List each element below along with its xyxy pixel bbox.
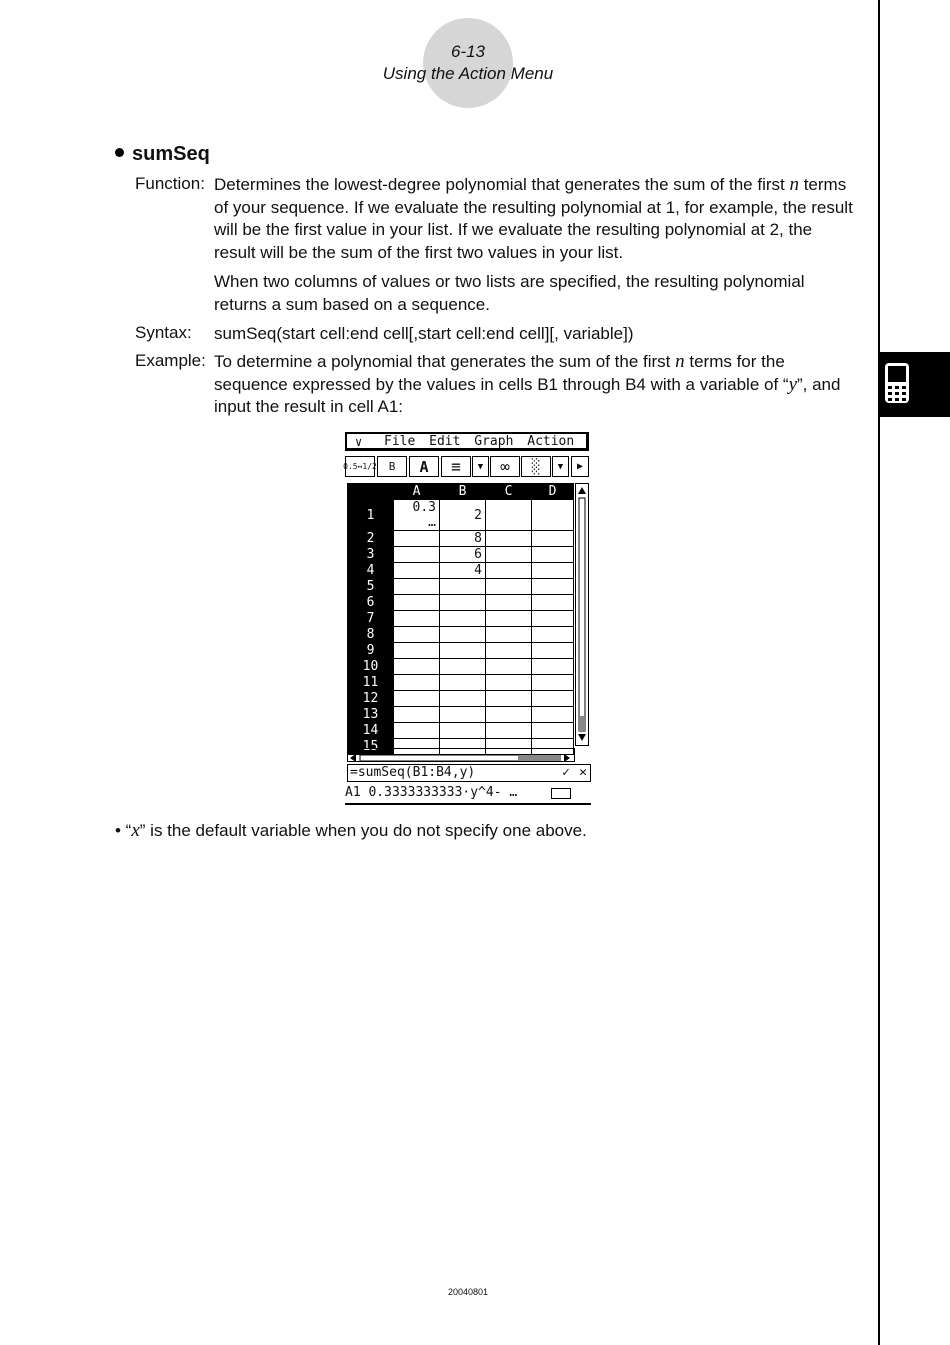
row-header[interactable]: 10 (348, 659, 394, 675)
calculator-icon (884, 362, 910, 404)
menu-chevron-icon[interactable]: ∨ (355, 435, 363, 449)
cell-b[interactable] (440, 579, 486, 595)
column-header-d[interactable]: D (532, 484, 574, 500)
function-description: Determines the lowest-degree polynomial that generates the sum of the first n terms of your sequence. If we evaluate the resulting polynomial at 1, for example, the result will be the first value in your list. If we evaluate the resulting polynomial at 2, the result will be the sum of the first two values in your list. (214, 174, 853, 262)
row-header[interactable]: 8 (348, 627, 394, 643)
spreadsheet-grid (347, 483, 574, 755)
cell-d[interactable] (532, 500, 574, 531)
cell-c[interactable] (486, 531, 532, 547)
battery-icon (551, 788, 571, 799)
header-circle (423, 18, 513, 108)
column-header-a[interactable]: A (394, 484, 440, 500)
table-row (348, 531, 574, 547)
cell-d[interactable] (532, 531, 574, 547)
cell-d[interactable] (532, 595, 574, 611)
cell-c[interactable] (486, 611, 532, 627)
menu-graph[interactable]: Graph (474, 434, 514, 449)
table-row (348, 643, 574, 659)
menu-edit[interactable]: Edit (429, 434, 461, 449)
cell-d[interactable] (532, 691, 574, 707)
row-header[interactable]: 4 (348, 563, 394, 579)
cell-b[interactable] (440, 659, 486, 675)
vertical-scroll-arrows-icon (576, 484, 588, 745)
page-number: 6-13 (450, 42, 486, 61)
cell-b[interactable] (440, 691, 486, 707)
section-title: sumSeq (132, 143, 210, 165)
cell-c[interactable] (486, 579, 532, 595)
table-row (348, 579, 574, 595)
footer-code: 20040801 (447, 1287, 489, 1297)
cell-b[interactable] (440, 595, 486, 611)
horizontal-scroll-arrows-icon (348, 752, 574, 764)
confirm-check-icon[interactable]: ✓ (562, 765, 570, 780)
example-label: Example: (135, 351, 206, 370)
row-header[interactable]: 2 (348, 531, 394, 547)
cell-d[interactable] (532, 627, 574, 643)
cell-a[interactable]: 0.3 … (394, 500, 440, 531)
row-header[interactable]: 3 (348, 547, 394, 563)
view-glasses-icon[interactable]: ∞ (490, 456, 520, 477)
cell-c[interactable] (486, 547, 532, 563)
cell-b[interactable] (440, 643, 486, 659)
cell-a[interactable] (394, 691, 440, 707)
table-row (348, 723, 574, 739)
cell-a[interactable] (394, 531, 440, 547)
menu-bar (345, 432, 589, 451)
list-align-icon[interactable]: ≡ (441, 456, 471, 477)
cell-c[interactable] (486, 659, 532, 675)
row-header[interactable]: 9 (348, 643, 394, 659)
section-heading (115, 143, 210, 166)
cell-a[interactable] (394, 563, 440, 579)
chapter-title: Using the Action Menu (382, 64, 554, 83)
align-dropdown-icon[interactable]: ▼ (472, 456, 489, 477)
cell-c[interactable] (486, 707, 532, 723)
cell-d[interactable] (532, 579, 574, 595)
cell-b[interactable] (440, 723, 486, 739)
cell-c[interactable] (486, 595, 532, 611)
row-header[interactable]: 5 (348, 579, 394, 595)
cell-a[interactable] (394, 547, 440, 563)
cell-d[interactable] (532, 675, 574, 691)
example-text: To determine a polynomial that generates the sum of the first n terms for the sequence expressed by the values in cells B1 through B4 with a variable of “y”, and input the result in cell A1: (214, 351, 841, 416)
cell-a[interactable] (394, 579, 440, 595)
menu-file[interactable]: File (384, 434, 416, 449)
cell-ref-button[interactable]: B (377, 456, 407, 477)
table-row (348, 707, 574, 723)
column-header-c[interactable]: C (486, 484, 532, 500)
side-rule (878, 0, 880, 1345)
cell-c[interactable] (486, 723, 532, 739)
cell-a[interactable] (394, 611, 440, 627)
table-row (348, 500, 574, 531)
cell-a[interactable] (394, 643, 440, 659)
cell-a[interactable] (394, 659, 440, 675)
cell-d[interactable] (532, 659, 574, 675)
cell-b[interactable] (440, 707, 486, 723)
formula-text: =sumSeq(B1:B4,y) (350, 765, 476, 780)
corner-cell (348, 484, 394, 500)
table-row (348, 691, 574, 707)
cell-a[interactable] (394, 595, 440, 611)
status-bar (345, 785, 591, 805)
cell-d[interactable] (532, 643, 574, 659)
cell-a[interactable] (394, 707, 440, 723)
table-row (348, 659, 574, 675)
toolbar-more-icon[interactable]: ▶ (571, 456, 589, 477)
table-row (348, 595, 574, 611)
row-header[interactable]: 11 (348, 675, 394, 691)
calculator-screenshot (345, 432, 593, 804)
chart-icon[interactable]: ░ (521, 456, 551, 477)
cell-b[interactable]: 4 (440, 563, 486, 579)
cell-b[interactable]: 6 (440, 547, 486, 563)
row-header[interactable]: 1 (348, 500, 394, 531)
horizontal-scrollbar[interactable] (347, 748, 575, 762)
cell-a[interactable] (394, 675, 440, 691)
vertical-scrollbar[interactable] (575, 483, 589, 746)
function-description-2: When two columns of values or two lists are specified, the resulting polynomial returns a sum based on a sequence. (214, 272, 805, 314)
cancel-x-icon[interactable]: ✕ (579, 765, 587, 780)
row-header[interactable]: 13 (348, 707, 394, 723)
cell-c[interactable] (486, 643, 532, 659)
row-header[interactable]: 14 (348, 723, 394, 739)
table-row (348, 611, 574, 627)
row-header[interactable]: 7 (348, 611, 394, 627)
chart-dropdown-icon[interactable]: ▼ (552, 456, 569, 477)
cell-c[interactable] (486, 691, 532, 707)
note-text: • “x” is the default variable when you do not specify one above. (115, 820, 587, 841)
cell-c[interactable] (486, 627, 532, 643)
column-header-b[interactable]: B (440, 484, 486, 500)
toolbar (345, 456, 591, 478)
bullet-icon (115, 148, 124, 157)
row-header[interactable]: 15 (348, 739, 394, 755)
chapter-tab (880, 352, 950, 417)
cell-d[interactable] (532, 547, 574, 563)
cell-d[interactable] (532, 563, 574, 579)
font-style-icon[interactable]: A (409, 456, 439, 477)
syntax-label: Syntax: (135, 323, 192, 342)
table-row (348, 547, 574, 563)
status-text: A1 0.3333333333·y^4- … (345, 785, 518, 800)
menu-action[interactable]: Action (527, 434, 575, 449)
function-label: Function: (135, 174, 205, 193)
row-header[interactable]: 6 (348, 595, 394, 611)
formula-entry-field[interactable] (347, 764, 591, 782)
row-header[interactable]: 12 (348, 691, 394, 707)
cell-b[interactable]: 2 (440, 500, 486, 531)
cell-c[interactable] (486, 563, 532, 579)
cell-d[interactable] (532, 723, 574, 739)
cell-c[interactable] (486, 675, 532, 691)
cell-b[interactable] (440, 627, 486, 643)
table-row (348, 563, 574, 579)
table-row (348, 627, 574, 643)
cell-b[interactable] (440, 675, 486, 691)
cell-a[interactable] (394, 723, 440, 739)
syntax-text: sumSeq(start cell:end cell[,start cell:end cell][, variable]) (214, 324, 634, 343)
cell-d[interactable] (532, 707, 574, 723)
table-row (348, 675, 574, 691)
fraction-toggle-button[interactable]: 0.5↔1/2 (345, 456, 375, 477)
cell-b[interactable] (440, 611, 486, 627)
cell-c[interactable] (486, 500, 532, 531)
cell-a[interactable] (394, 627, 440, 643)
cell-d[interactable] (532, 611, 574, 627)
cell-b[interactable]: 8 (440, 531, 486, 547)
